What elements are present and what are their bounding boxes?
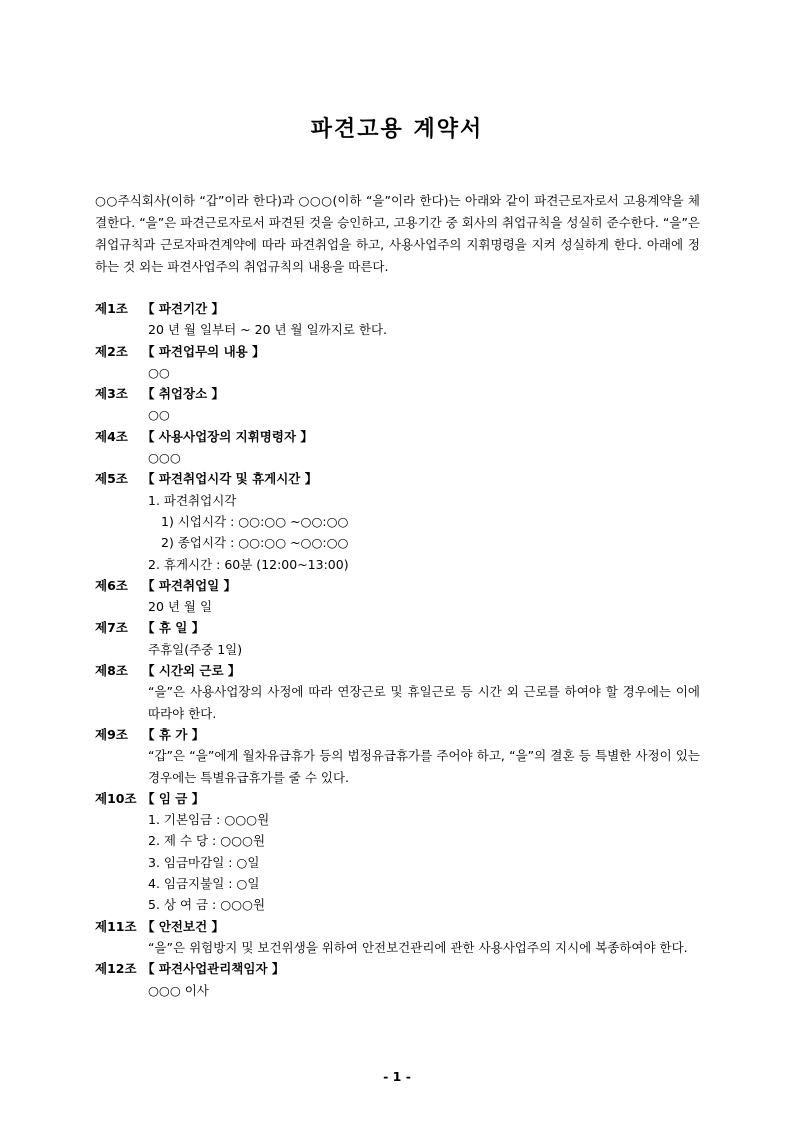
article-number: 제1조	[95, 301, 128, 316]
article-title: 【 사용사업장의 지휘명령자 】	[142, 428, 313, 444]
article-title: 【 휴 일 】	[142, 620, 205, 636]
article-heading	[95, 383, 700, 404]
article-line: 20 년 월 일부터 ~ 20 년 월 일까지로 한다.	[148, 322, 387, 338]
article-heading	[95, 298, 700, 319]
page-number: - 1 -	[383, 1069, 411, 1084]
article-number: 제10조	[95, 790, 137, 806]
article-number: 제2조	[95, 343, 128, 359]
intro-paragraph: ○○주식회사(이하 “갑”이라 한다)과 ○○○(이하 “을”이라 한다)는 아래와 같이 파견근로자로서 고용계약을 체결한다. “을”은 파견근로자로서 파견된 것을 승인하고, 고용기간 중 회사의 취업규칙을 성실히 준수한다. “을”은 취업규칙과 근로자파견계약에 따라 파견취업을 하고, 사용사업주의 지휘명령을 지켜 성실하게 한다. 아래에 정하는 것 외는 파견사업주의 취업규칙의 내용을 따른다.	[95, 193, 700, 274]
article-number: 제11조	[95, 918, 137, 934]
article-title: 【 임 금 】	[142, 790, 205, 806]
article-paragraph: “을”은 사용사업장의 사정에 따라 연장근로 및 휴일근로 등 시간 외 근로를 하여야 할 경우에는 이에 따라야 한다.	[148, 684, 700, 721]
article-heading	[95, 788, 700, 809]
article-line: ○○○ 이사	[148, 982, 209, 998]
article-heading	[95, 617, 700, 638]
article-heading	[95, 724, 700, 745]
article-heading	[95, 660, 700, 681]
article-line: ○○○	[148, 450, 181, 466]
article-subline: 2) 종업시각 : ○○:○○ ~○○:○○	[161, 535, 349, 551]
article-number: 제4조	[95, 428, 128, 444]
article-heading	[95, 468, 700, 489]
article-heading	[95, 958, 700, 979]
article-paragraph: “을”은 위험방지 및 보건위생을 위하여 안전보건관리에 관한 사용사업주의 지시에 복종하여야 한다.	[148, 939, 688, 955]
article-line: ○○	[148, 364, 170, 380]
article-line: 2. 휴게시간 : 60분 (12:00~13:00)	[148, 556, 349, 572]
article-line: ○○	[148, 407, 170, 423]
document-title: 파견고용 계약서	[310, 116, 484, 142]
article-line: 3. 임금마감일 : ○일	[148, 854, 260, 870]
article-title: 【 안전보건 】	[142, 918, 225, 934]
article-line: 4. 임금지불일 : ○일	[148, 876, 260, 892]
article-heading	[95, 341, 700, 362]
articles-list	[95, 298, 700, 1001]
article-title: 【 파견업무의 내용 】	[142, 343, 265, 359]
article-heading	[95, 916, 700, 937]
article-title: 【 휴 가 】	[142, 726, 205, 742]
article-title: 【 파견취업시각 및 휴게시간 】	[142, 471, 318, 487]
article-line: 1. 파견취업시각	[148, 492, 237, 508]
article-number: 제12조	[95, 961, 137, 977]
article-subline: 1) 시업시각 : ○○:○○ ~○○:○○	[161, 513, 349, 529]
article-line: 주휴일(주중 1일)	[148, 641, 243, 657]
article-number: 제6조	[95, 577, 128, 593]
article-line: 2. 제 수 당 : ○○○원	[148, 833, 266, 849]
article-title: 【 파견기간 】	[142, 301, 225, 316]
article-number: 제3조	[95, 386, 128, 402]
article-heading	[95, 575, 700, 596]
article-number: 제8조	[95, 663, 128, 679]
article-heading	[95, 426, 700, 447]
article-line: 5. 상 여 금 : ○○○원	[148, 897, 266, 913]
article-title: 【 파견사업관리책임자 】	[142, 961, 285, 977]
article-line: 1. 기본임금 : ○○○원	[148, 812, 270, 828]
article-line: 20 년 월 일	[148, 599, 213, 615]
article-title: 【 파견취업일 】	[142, 577, 237, 593]
article-title: 【 시간외 근로 】	[142, 663, 241, 679]
article-paragraph: “갑”은 “을”에게 월차유급휴가 등의 법정유급휴가를 주어야 하고, “을”의 결혼 등 특별한 사정이 있는 경우에는 특별유급휴가를 줄 수 있다.	[148, 748, 700, 785]
article-number: 제9조	[95, 726, 128, 742]
article-number: 제5조	[95, 471, 128, 487]
article-number: 제7조	[95, 620, 128, 636]
article-title: 【 취업장소 】	[142, 386, 225, 402]
